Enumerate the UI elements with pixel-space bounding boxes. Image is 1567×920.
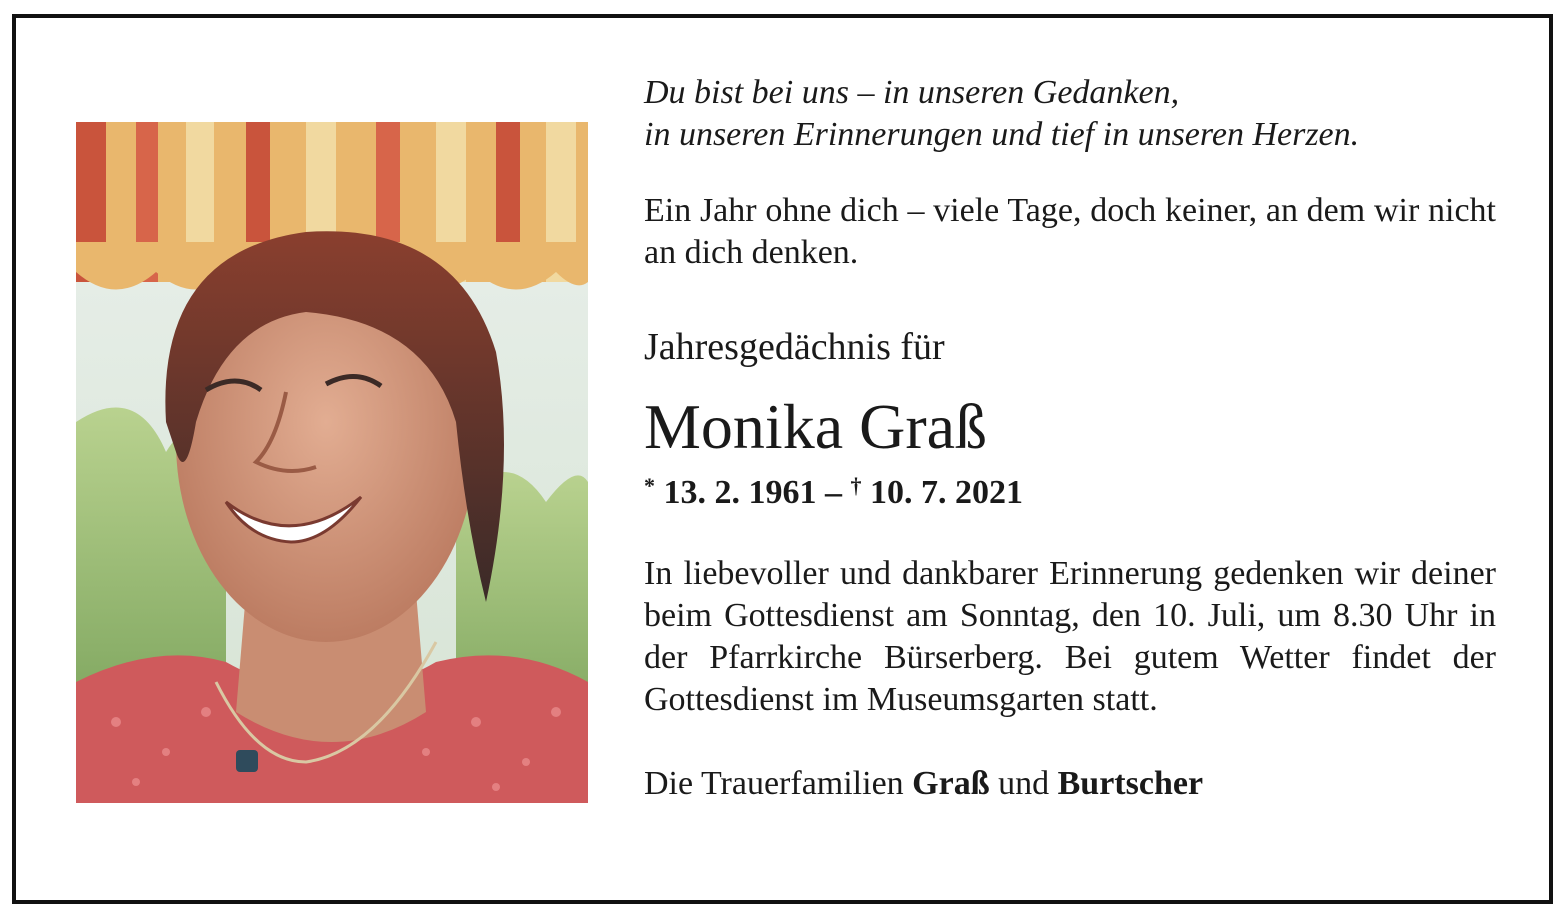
verse-line-1: Du bist bei uns – in unseren Gedanken, <box>644 74 1180 111</box>
signature <box>644 763 1496 805</box>
verse-line-2: in unseren Erinnerungen und tief in unseren Herzen. <box>644 116 1360 153</box>
deceased-name: Monika Graß <box>644 391 988 462</box>
signature-conjunction: und <box>998 765 1050 802</box>
portrait-photo <box>76 122 588 803</box>
death-date: 10. 7. 2021 <box>870 474 1023 511</box>
birth-date: 13. 2. 1961 <box>663 474 817 511</box>
lead-text: Ein Jahr ohne dich – viele Tage, doch keiner, an dem wir nicht an dich denken. <box>644 192 1496 271</box>
obituary-notice <box>12 14 1553 904</box>
notice-text <box>644 72 1496 805</box>
death-symbol: † <box>850 473 862 498</box>
service-announcement: In liebevoller und dankbarer Erinnerung gedenken wir deiner beim Gottesdienst am Sonntag, den 10. Juli, um 8.30 Uhr in der Pfarrkirche Bürserberg. Bei gutem Wetter findet der Gottesdienst im Museumsgarten statt. <box>644 555 1496 718</box>
memorial-heading: Jahresgedächnis für <box>644 326 945 368</box>
signature-prefix: Die Trauerfamilien <box>644 765 904 802</box>
birth-symbol: * <box>644 473 655 498</box>
life-dates <box>644 466 1496 513</box>
family-name-2: Burtscher <box>1057 765 1204 802</box>
date-separator: – <box>825 474 842 511</box>
family-name-1: Graß <box>912 765 990 802</box>
